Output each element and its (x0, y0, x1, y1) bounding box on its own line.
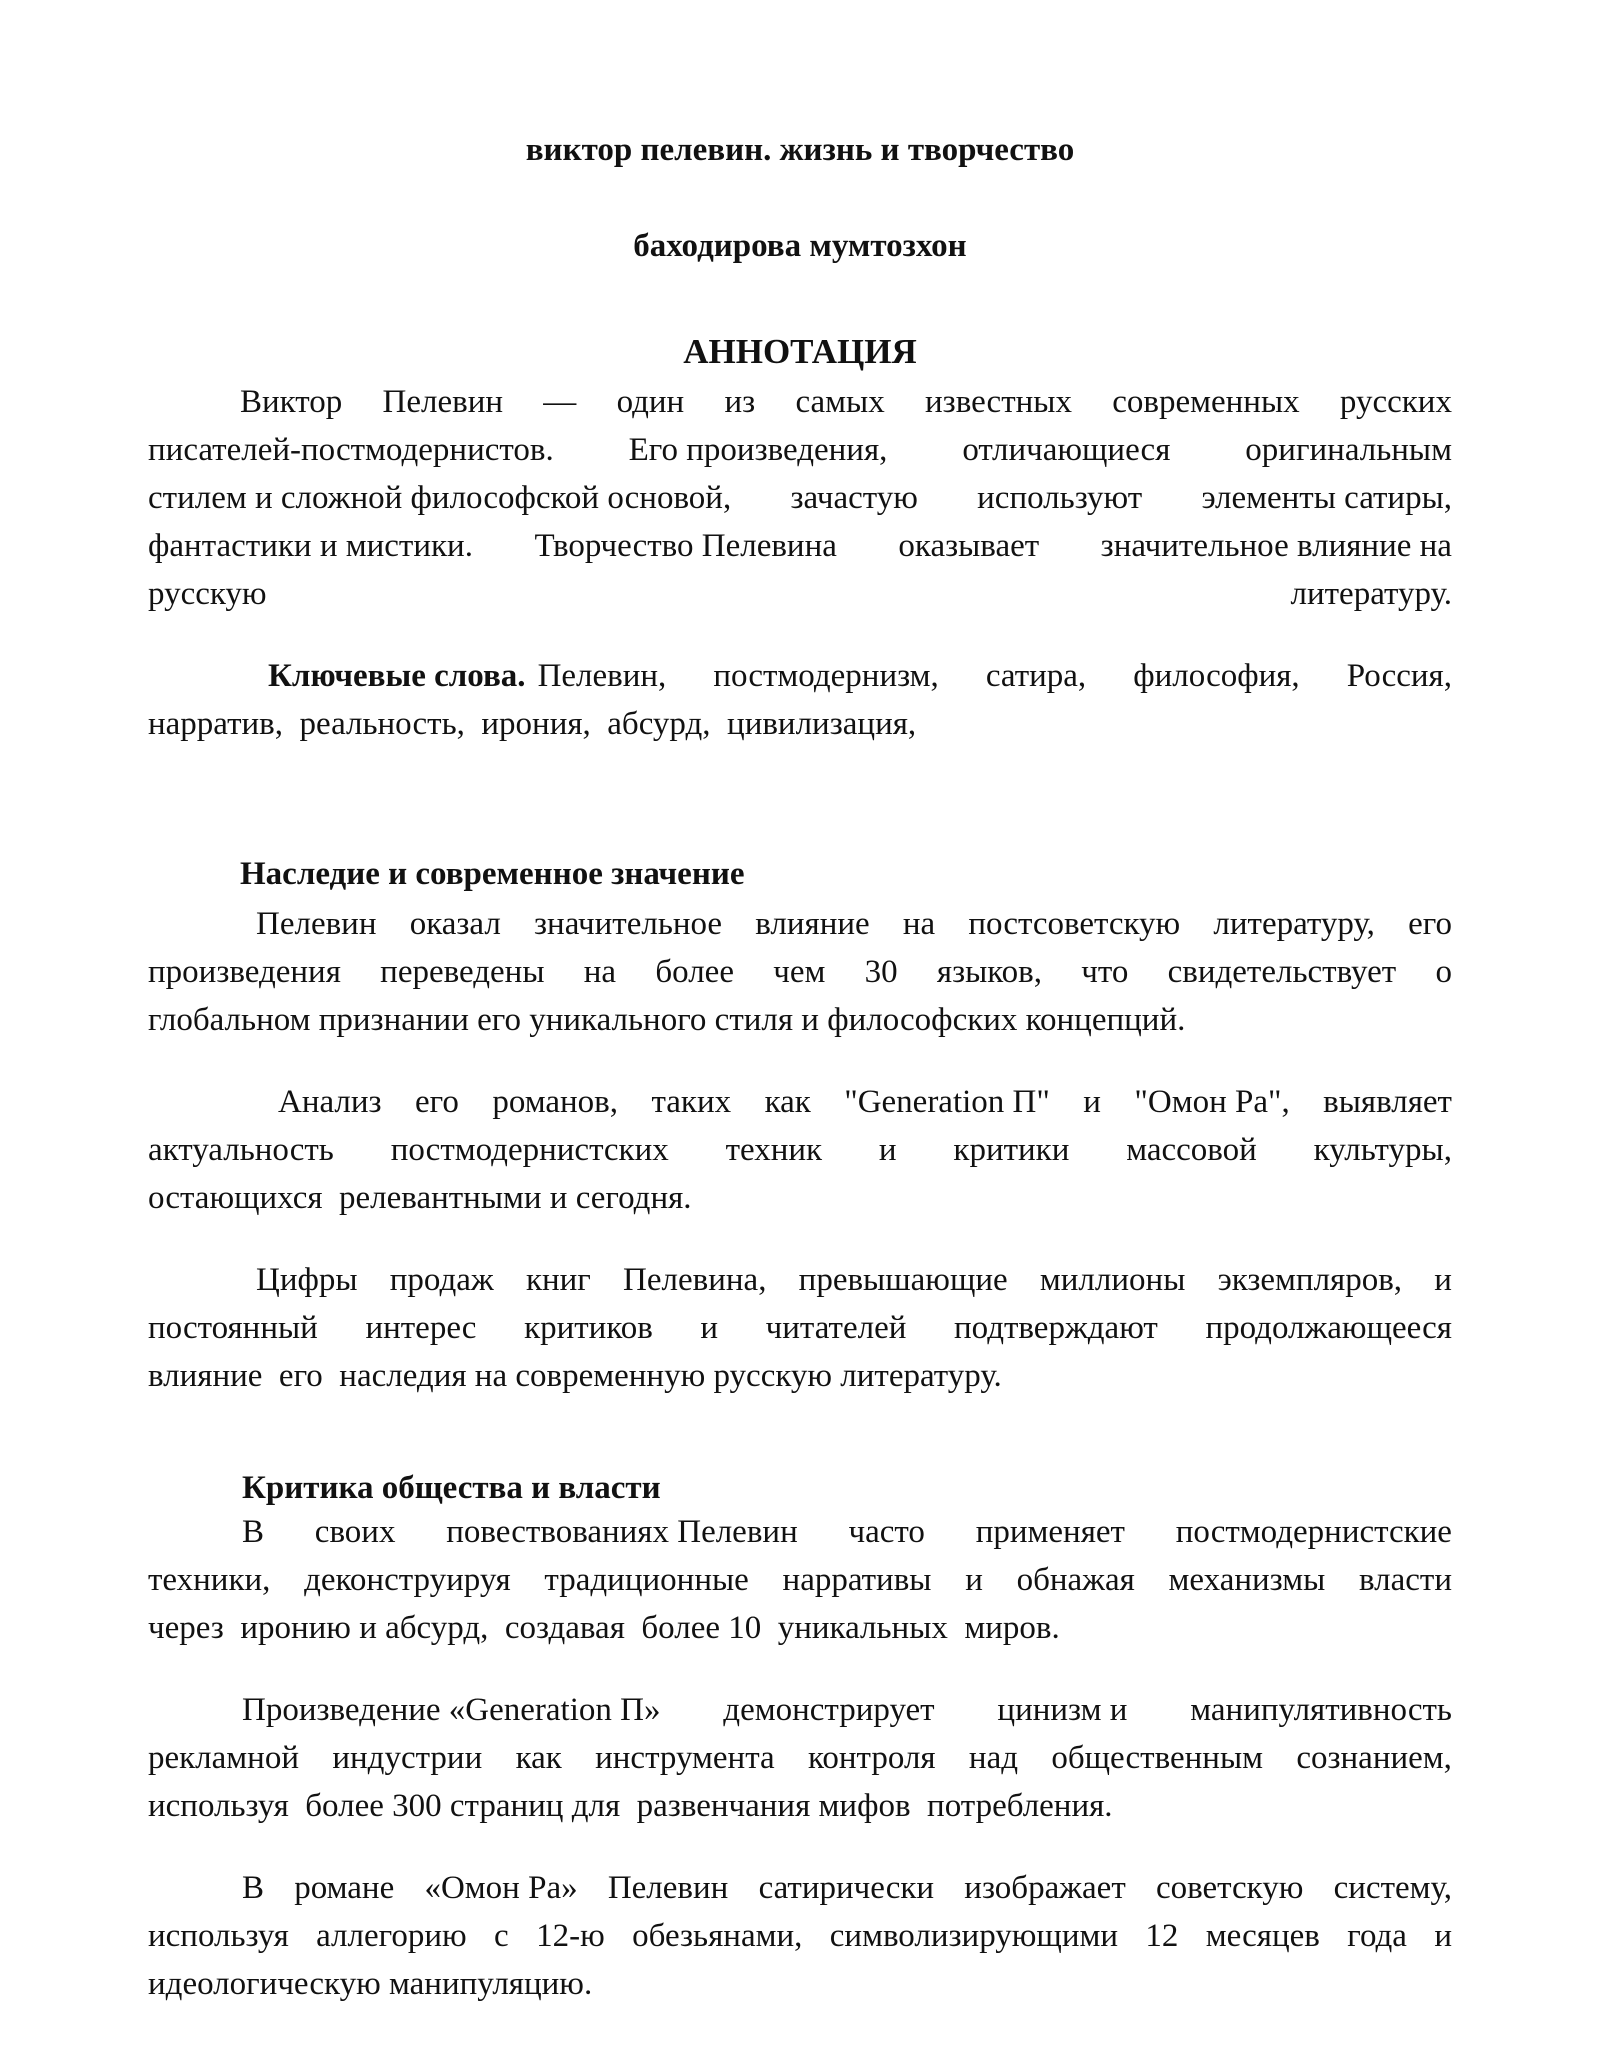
word: оказал (409, 906, 501, 942)
word: романов, (492, 1084, 619, 1120)
word: "Омон Ра", (1134, 1084, 1290, 1120)
word: известных (925, 384, 1072, 420)
word: чем (773, 954, 826, 990)
paragraph-line: остающихся релевантными и сегодня. (148, 1180, 692, 1216)
word: постмодернистские (1175, 1514, 1452, 1550)
word: экземпляров, (1217, 1262, 1403, 1298)
word: читателей (765, 1310, 907, 1346)
word: инструмента (595, 1740, 775, 1776)
word: и (1434, 1918, 1452, 1954)
word: Россия, (1346, 658, 1452, 694)
word: месяцев (1205, 1918, 1320, 1954)
word: постоянный (148, 1310, 318, 1346)
word: его (415, 1084, 459, 1120)
word: фантастики и мистики. (148, 528, 473, 564)
word: Анализ (278, 1084, 382, 1120)
word: о (1435, 954, 1452, 990)
word: писателей-постмодернистов. (148, 432, 554, 468)
word: повествованиях Пелевин (446, 1514, 798, 1550)
word: отличающиеся (962, 432, 1171, 468)
word: превышающие (798, 1262, 1008, 1298)
word: техник (725, 1132, 823, 1168)
word: обнажая (1016, 1562, 1135, 1598)
paragraph-line (148, 1508, 1452, 1556)
paragraph-line (148, 1126, 1452, 1174)
word: как (764, 1084, 811, 1120)
word: элементы сатиры, (1201, 480, 1452, 516)
word: выявляет (1323, 1084, 1452, 1120)
word: с (494, 1918, 509, 1954)
word: языков, (936, 954, 1042, 990)
word: литературу. (1290, 576, 1452, 612)
word: советскую (1156, 1870, 1304, 1906)
word: на (902, 906, 936, 942)
paragraph-line: глобальном признании его уникального стиля и философских концепций. (148, 1002, 1186, 1038)
paragraph-line (148, 900, 1452, 948)
word: Виктор (240, 384, 343, 420)
paragraph-line: используя более 300 страниц для развенчания мифов потребления. (148, 1788, 1113, 1824)
word: контроля (808, 1740, 936, 1776)
word: продолжающееся (1205, 1310, 1452, 1346)
word: русских (1339, 384, 1452, 420)
word: интерес (365, 1310, 477, 1346)
word: Его произведения, (628, 432, 888, 468)
keywords-line (148, 652, 1452, 700)
word: общественным (1051, 1740, 1264, 1776)
word: литературу, (1213, 906, 1375, 942)
word: стилем и сложной философской основой, (148, 480, 732, 516)
word: как (515, 1740, 562, 1776)
word: русскую (148, 576, 267, 612)
word: демонстрирует (723, 1692, 935, 1728)
word: актуальность (148, 1132, 334, 1168)
word: цинизм и (997, 1692, 1128, 1728)
word: манипулятивность (1190, 1692, 1452, 1728)
word: и (1434, 1262, 1452, 1298)
word: влияние (755, 906, 870, 942)
word: и (965, 1562, 983, 1598)
keywords-list (538, 652, 1452, 700)
paragraph-line (148, 948, 1452, 996)
word: его (1408, 906, 1452, 942)
keywords-line: нарратив, реальность, ирония, абсурд, цивилизация, (148, 706, 917, 742)
word: значительное (534, 906, 723, 942)
word: массовой (1126, 1132, 1257, 1168)
section-heading-legacy: Наследие и современное значение (240, 856, 745, 892)
word: Произведение «Generation П» (242, 1692, 661, 1728)
word: свидетельствует (1167, 954, 1397, 990)
word: и (1083, 1084, 1101, 1120)
word: техники, (148, 1562, 271, 1598)
word: и (700, 1310, 719, 1346)
word: зачастую (790, 480, 918, 516)
word: оригинальным (1245, 432, 1452, 468)
word: 12 (1145, 1918, 1179, 1954)
word: сатирически (758, 1870, 935, 1906)
word: — (543, 384, 577, 420)
paragraph-line (148, 1556, 1452, 1604)
word: обезьянами, (632, 1918, 803, 1954)
word: Пелевин (382, 384, 504, 420)
word: 12-ю (536, 1918, 605, 1954)
document-title: виктор пелевин. жизнь и творчество (525, 132, 1075, 168)
word: Пелевин (607, 1870, 729, 1906)
word: традиционные (544, 1562, 749, 1598)
word: философия, (1133, 658, 1300, 694)
word: индустрии (332, 1740, 483, 1776)
keywords-label: Ключевые слова. (268, 658, 526, 694)
word: часто (848, 1514, 925, 1550)
word: изображает (964, 1870, 1126, 1906)
word: механизмы (1168, 1562, 1326, 1598)
word: произведения (148, 954, 341, 990)
word: года (1347, 1918, 1407, 1954)
word: критиков (524, 1310, 653, 1346)
word: из (724, 384, 756, 420)
word: деконструируя (304, 1562, 511, 1598)
word: культуры, (1313, 1132, 1452, 1168)
word: применяет (975, 1514, 1125, 1550)
word: "Generation П" (844, 1084, 1050, 1120)
paragraph-line (148, 1734, 1452, 1782)
word: значительное влияние на (1100, 528, 1452, 564)
paragraph-line (148, 570, 1452, 618)
word: романе (294, 1870, 395, 1906)
word: символизирующими (829, 1918, 1119, 1954)
word: используют (977, 480, 1143, 516)
word: переведены (380, 954, 545, 990)
word: В (242, 1514, 265, 1550)
author-name: баходирова мумтозхон (633, 228, 967, 264)
annotation-heading: АННОТАЦИЯ (683, 332, 917, 371)
paragraph-line (148, 1912, 1452, 1960)
paragraph-line (148, 1256, 1452, 1304)
word: современных (1112, 384, 1300, 420)
word: оказывает (898, 528, 1040, 564)
paragraph-line (148, 474, 1452, 522)
word: критики (953, 1132, 1070, 1168)
word: постмодернизм, (713, 658, 939, 694)
word: книг (525, 1262, 591, 1298)
word: систему, (1333, 1870, 1452, 1906)
paragraph-line: через иронию и абсурд, создавая более 10 уникальных миров. (148, 1610, 1060, 1646)
paragraph-line (148, 1864, 1452, 1912)
word: таких (651, 1084, 732, 1120)
word: на (583, 954, 617, 990)
word: что (1081, 954, 1129, 990)
paragraph-line (148, 1686, 1452, 1734)
word: рекламной (148, 1740, 299, 1776)
section-heading-critique: Критика общества и власти (242, 1470, 661, 1506)
word: продаж (389, 1262, 494, 1298)
word: Творчество Пелевина (534, 528, 837, 564)
word: сознанием, (1296, 1740, 1452, 1776)
word: один (616, 384, 685, 420)
word: и (878, 1132, 897, 1168)
paragraph-line (148, 378, 1452, 426)
word: постмодернистских (390, 1132, 669, 1168)
word: самых (795, 384, 885, 420)
word: Цифры (256, 1262, 358, 1298)
paragraph-line (148, 1078, 1452, 1126)
word: Пелевин, (537, 658, 667, 694)
word: власти (1359, 1562, 1452, 1598)
word: более (655, 954, 734, 990)
word: используя (148, 1918, 289, 1954)
paragraph-line (148, 522, 1452, 570)
word: сатира, (985, 658, 1087, 694)
word: 30 (864, 954, 898, 990)
word: своих (314, 1514, 396, 1550)
word: В (242, 1870, 265, 1906)
paragraph-line (148, 1304, 1452, 1352)
word: нарративы (782, 1562, 932, 1598)
word: миллионы (1039, 1262, 1186, 1298)
word: Пелевина, (623, 1262, 767, 1298)
paragraph-line: влияние его наследия на современную русскую литературу. (148, 1358, 1002, 1394)
word: над (968, 1740, 1019, 1776)
word: постсоветскую (968, 906, 1181, 942)
word: подтверждают (954, 1310, 1158, 1346)
word: аллегорию (316, 1918, 467, 1954)
word: «Омон Ра» (424, 1870, 578, 1906)
paragraph-line (148, 426, 1452, 474)
word: Пелевин (256, 906, 377, 942)
paragraph-line: идеологическую манипуляцию. (148, 1966, 593, 2002)
